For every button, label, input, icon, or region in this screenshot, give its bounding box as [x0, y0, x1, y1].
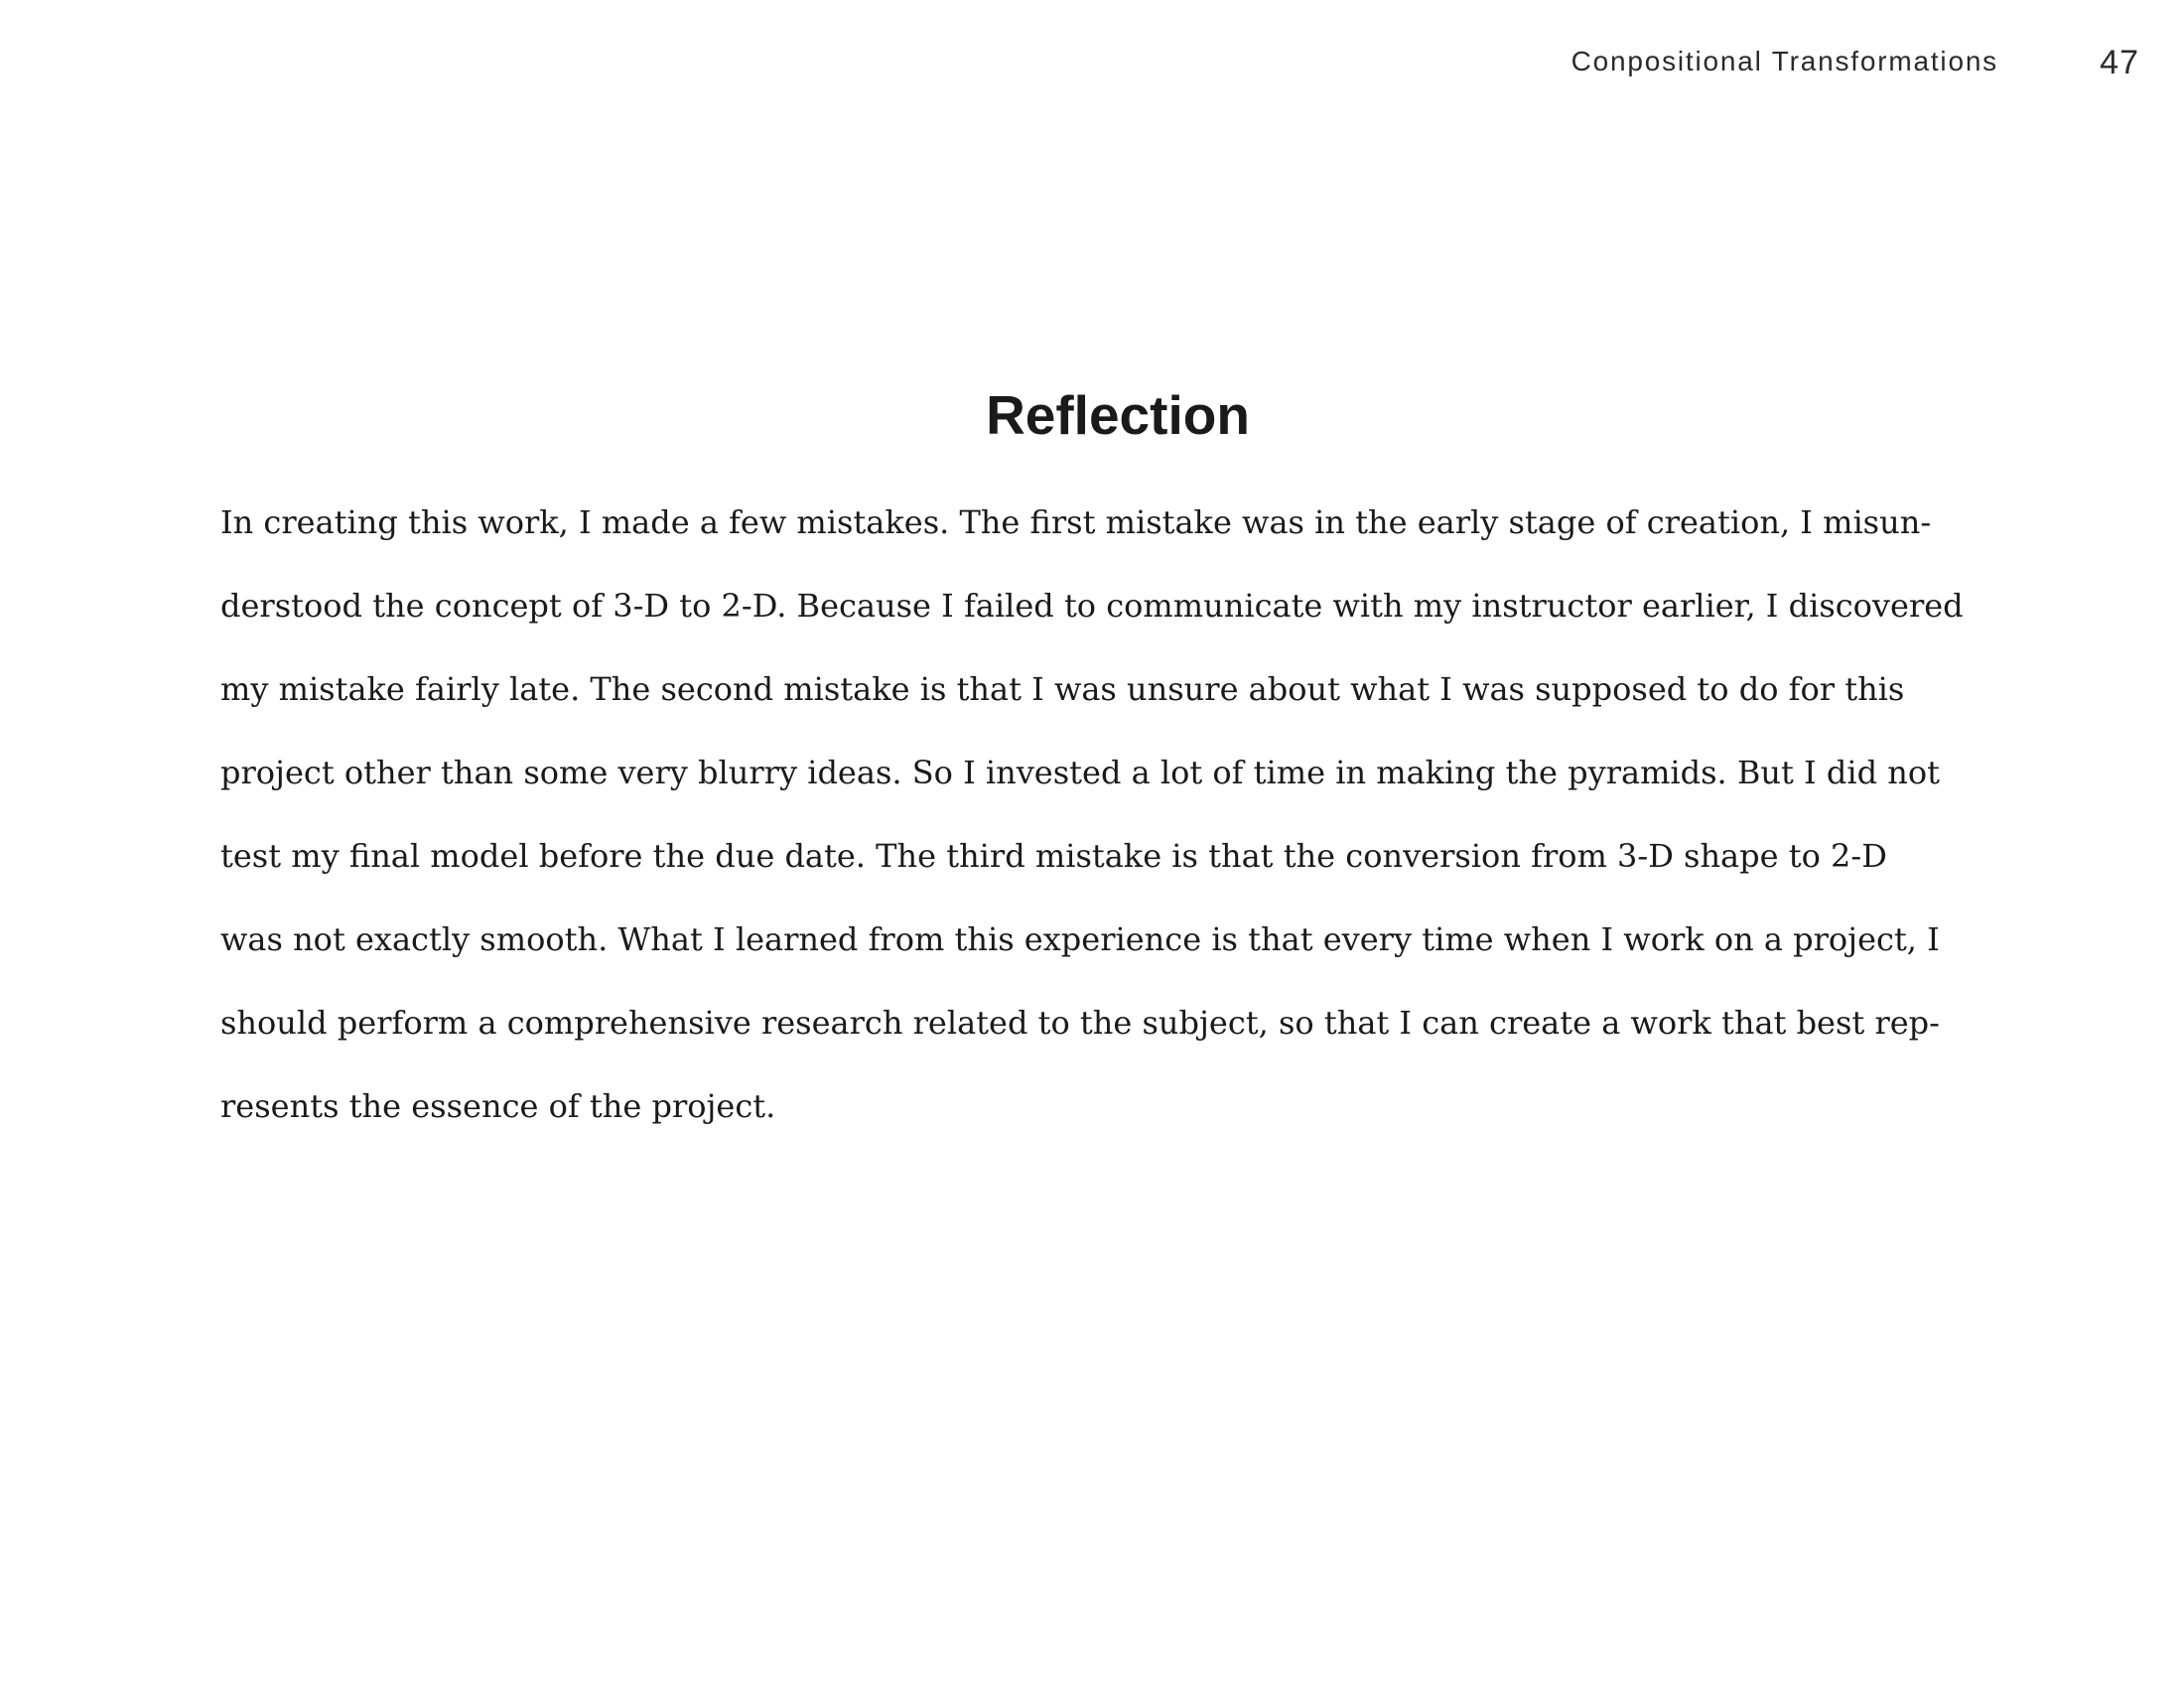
body-line: project other than some very blurry ideas. So I invested a lot of time in making the pyramids. But I did not [220, 754, 1940, 791]
page-number: 47 [2100, 44, 2139, 81]
body-line: derstood the concept of 3-D to 2-D. Because I failed to communicate with my instructor earlier, I discovered [220, 587, 1964, 625]
body-line: test my final model before the due date. The third mistake is that the conversion from 3-D shape to 2-D [220, 837, 1887, 875]
body-line: should perform a comprehensive research related to the subject, so that I can create a work that best rep- [220, 1004, 1940, 1042]
running-header [0, 46, 2184, 85]
body-line: my mistake fairly late. The second mistake is that I was unsure about what I was supposed to do for this [220, 670, 1905, 708]
section-title: Reflection [986, 384, 1250, 446]
body-paragraph [220, 487, 2017, 1154]
running-title: Conpositional Transformations [1570, 46, 1998, 76]
body-line: In creating this work, I made a few mistakes. The first mistake was in the early stage of creation, I misun- [220, 503, 1932, 541]
body-line: resents the essence of the project. [220, 1087, 776, 1125]
body-line: was not exactly smooth. What I learned from this experience is that every time when I work on a project, I [220, 920, 1940, 958]
